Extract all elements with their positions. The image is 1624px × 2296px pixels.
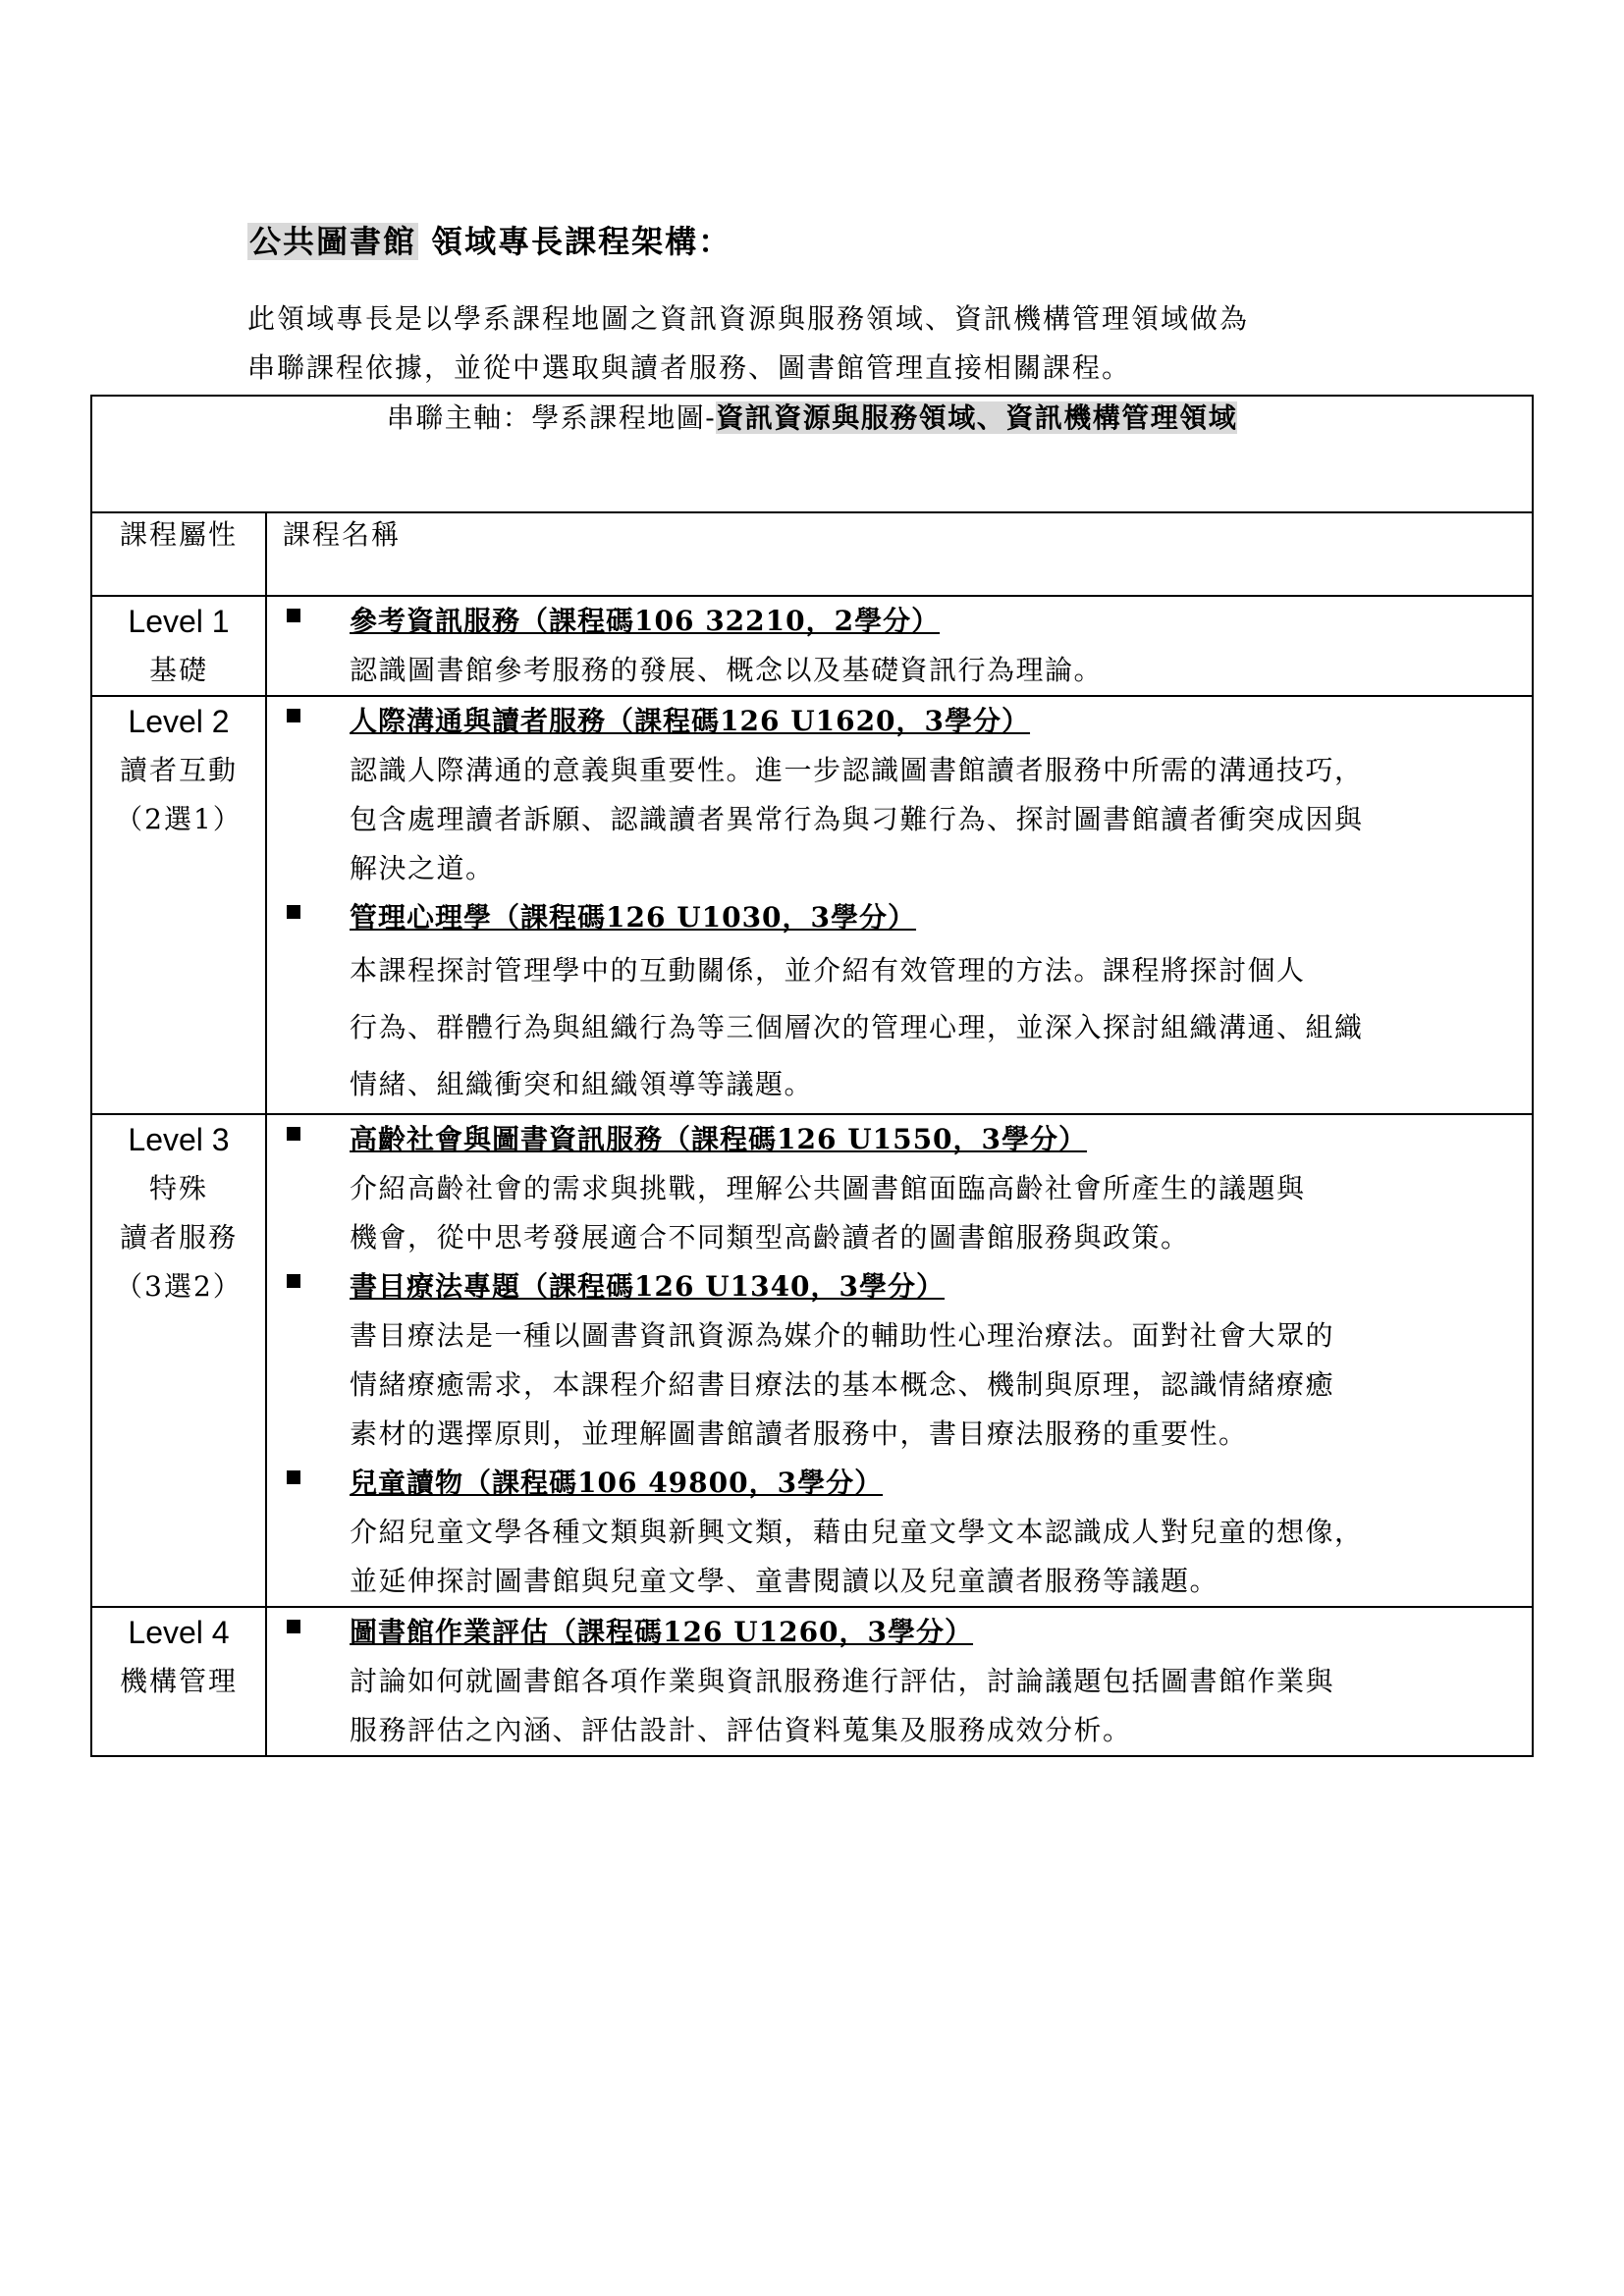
level-row <box>91 696 1533 1114</box>
course-description: 機會，從中思考發展適合不同類型高齡讀者的圖書館服務與政策。 <box>350 1221 1190 1254</box>
course-item <box>267 1262 1532 1459</box>
course-name: 管理心理學（課程碼126 U1030，3學分） <box>350 901 917 934</box>
axis-highlight: 資訊資源與服務領域、資訊機構管理領域 <box>716 401 1238 434</box>
level-label: 特殊 <box>148 1172 208 1204</box>
course-cell <box>266 596 1533 696</box>
course-cell <box>266 696 1533 1114</box>
axis-prefix: 串聯主軸：學系課程地圖- <box>386 401 717 434</box>
course-name: 圖書館作業評估（課程碼126 U1260，3學分） <box>350 1616 974 1648</box>
bullet-icon <box>287 905 300 919</box>
course-description: 並延伸探討圖書館與兒童文學、童書閱讀以及兒童讀者服務等議題。 <box>350 1565 1219 1597</box>
level-label: 讀者互動 <box>119 754 238 786</box>
level-number: Level 4 <box>128 1615 230 1650</box>
level-cell <box>91 696 266 1114</box>
level-number: Level 2 <box>128 704 230 739</box>
header-row <box>91 512 1533 596</box>
course-description: 本課程探討管理學中的互動關係，並介紹有效管理的方法。課程將探討個人 <box>350 954 1306 987</box>
course-name: 書目療法專題（課程碼126 U1340，3學分） <box>350 1270 946 1303</box>
title-highlight: 公共圖書館 <box>249 223 417 260</box>
bullet-icon <box>287 709 300 722</box>
level-cell <box>91 1607 266 1756</box>
course-item <box>267 697 1532 893</box>
level-number: Level 1 <box>128 604 230 639</box>
course-item <box>267 893 1532 1113</box>
course-description: 認識圖書館參考服務的發展、概念以及基礎資訊行為理論。 <box>350 654 1104 686</box>
course-structure-table <box>90 395 1534 1757</box>
course-cell <box>266 1607 1533 1756</box>
course-description: 介紹兒童文學各種文類與新興文類，藉由兒童文學文本認識成人對兒童的想像， <box>350 1516 1364 1548</box>
level-number: Level 3 <box>128 1122 230 1157</box>
bullet-icon <box>287 1470 300 1484</box>
course-description: 書目療法是一種以圖書資訊資源為媒介的輔助性心理治療法。面對社會大眾的 <box>350 1319 1335 1352</box>
course-name: 兒童讀物（課程碼106 49800，3學分） <box>350 1467 884 1499</box>
course-item <box>267 597 1532 695</box>
course-name: 高齡社會與圖書資訊服務（課程碼126 U1550，3學分） <box>350 1123 1088 1155</box>
course-description: 解決之道。 <box>350 852 495 884</box>
bullet-icon <box>287 1127 300 1141</box>
course-name: 參考資訊服務（課程碼106 32210，2學分） <box>350 605 941 637</box>
course-description: 素材的選擇原則，並理解圖書館讀者服務中，書目療法服務的重要性。 <box>350 1417 1248 1450</box>
course-item <box>267 1608 1532 1755</box>
page-title <box>247 218 731 265</box>
bullet-icon <box>287 609 300 622</box>
bullet-icon <box>287 1274 300 1288</box>
course-item <box>267 1115 1532 1262</box>
course-description: 討論如何就圖書館各項作業與資訊服務進行評估，討論議題包括圖書館作業與 <box>350 1665 1335 1697</box>
level-cell <box>91 596 266 696</box>
course-name: 人際溝通與讀者服務（課程碼126 U1620，3學分） <box>350 705 1031 737</box>
axis-row <box>91 396 1533 512</box>
intro-line-1: 此領域專長是以學系課程地圖之資訊資源與服務領域、資訊機構管理領域做為 <box>247 302 1250 335</box>
column-header-attribute: 課程屬性 <box>91 512 266 596</box>
level-label: 機構管理 <box>119 1665 238 1697</box>
title-rest: 領域專長課程架構： <box>418 223 732 260</box>
level-label: （2選1） <box>115 803 243 835</box>
course-description: 認識人際溝通的意義與重要性。進一步認識圖書館讀者服務中所需的溝通技巧， <box>350 754 1364 786</box>
bullet-icon <box>287 1620 300 1633</box>
course-description: 情緒、組織衝突和組織領導等議題。 <box>350 1068 814 1100</box>
level-row <box>91 1607 1533 1756</box>
axis-cell <box>91 396 1533 512</box>
intro-paragraph <box>247 294 1249 393</box>
level-row <box>91 1114 1533 1607</box>
course-description: 服務評估之內涵、評估設計、評估資料蒐集及服務成效分析。 <box>350 1714 1132 1746</box>
course-cell <box>266 1114 1533 1607</box>
level-cell <box>91 1114 266 1607</box>
level-label: 基礎 <box>148 654 208 686</box>
level-row <box>91 596 1533 696</box>
course-description: 包含處理讀者訴願、認識讀者異常行為與刁難行為、探討圖書館讀者衝突成因與 <box>350 803 1364 835</box>
level-label: 讀者服務 <box>119 1221 238 1254</box>
course-description: 情緒療癒需求，本課程介紹書目療法的基本概念、機制與原理，認識情緒療癒 <box>350 1368 1335 1401</box>
level-label: （3選2） <box>115 1270 243 1303</box>
column-header-name: 課程名稱 <box>266 512 1533 596</box>
course-description: 介紹高齡社會的需求與挑戰，理解公共圖書館面臨高齡社會所產生的議題與 <box>350 1172 1306 1204</box>
intro-line-2: 串聯課程依據，並從中選取與讀者服務、圖書館管理直接相關課程。 <box>247 351 1132 384</box>
course-description: 行為、群體行為與組織行為等三個層次的管理心理，並深入探討組織溝通、組織 <box>350 1011 1364 1043</box>
course-item <box>267 1459 1532 1606</box>
